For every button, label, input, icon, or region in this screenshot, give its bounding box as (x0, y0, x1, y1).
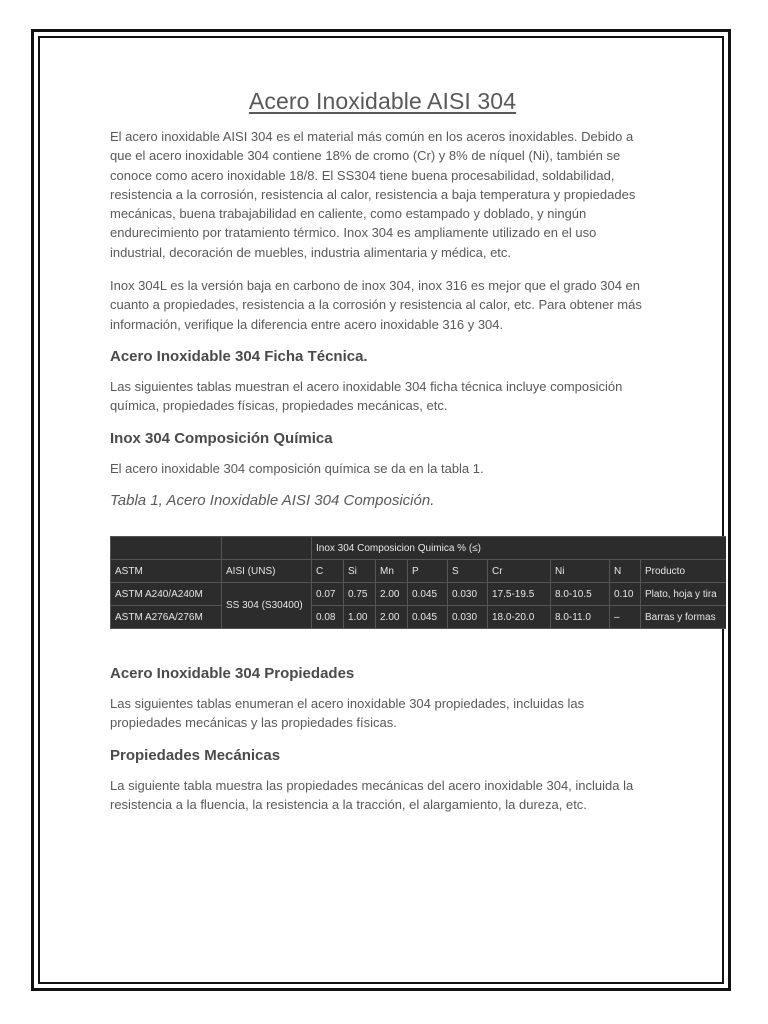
col-header-aisi: AISI (UNS) (222, 560, 312, 583)
cell-producto: Barras y formas (641, 606, 727, 629)
col-header-astm: ASTM (111, 560, 222, 583)
cell-p: 0.045 (408, 583, 448, 606)
col-header-cr: Cr (488, 560, 551, 583)
col-header-n: N (610, 560, 641, 583)
heading-mecanicas: Propiedades Mecánicas (110, 746, 281, 764)
cell-c: 0.07 (312, 583, 344, 606)
col-header-s: S (448, 560, 488, 583)
col-header-c: C (312, 560, 344, 583)
cell-mn: 2.00 (376, 583, 408, 606)
table-group-header-row (111, 537, 727, 560)
col-header-producto: Producto (641, 560, 727, 583)
col-header-p: P (408, 560, 448, 583)
cell-producto: Plato, hoja y tira (641, 583, 727, 606)
table-group-header: Inox 304 Composicion Quimica % (≤) (312, 537, 727, 560)
mecanicas-paragraph: La siguiente tabla muestra las propiedades mecánicas del acero inoxidable 304, incluida la resistencia a la fluencia, la resistencia a la tracción, el alargamiento, la dureza, etc. (110, 777, 634, 812)
heading-ficha-tecnica: Acero Inoxidable 304 Ficha Técnica. (110, 347, 368, 365)
cell-n: 0.10 (610, 583, 641, 606)
table-caption: Tabla 1, Acero Inoxidable AISI 304 Composición. (110, 491, 435, 509)
composicion-paragraph: El acero inoxidable 304 composición química se da en la tabla 1. (110, 460, 484, 476)
heading-propiedades: Acero Inoxidable 304 Propiedades (110, 665, 355, 682)
cell-cr: 18.0-20.0 (488, 606, 551, 629)
cell-si: 1.00 (344, 606, 376, 629)
cell-n: – (610, 606, 641, 629)
intro-paragraph: El acero inoxidable AISI 304 es el material más común en los aceros inoxidables. Debido a que el acero inoxidable 304 contiene 18% de cromo (Cr) y 8% de níquel (Ni), también se conoce como acero inoxidable 18/8. El SS304 tiene buena procesabilidad, soldabilidad, resistencia a la corrosión, resistencia al calor, resistencia a baja temperatura y propiedades mecánicas, buena trabajabilidad en caliente, como estampado y doblado, y ningún endurecimiento por tratamiento térmico. Inox 304 es ampliamente utilizado en el uso industrial, decoración de muebles, industria alimentaria y médica, etc. (110, 129, 636, 260)
304l-paragraph: Inox 304L es la versión baja en carbono de inox 304, inox 316 es mejor que el grado 304 en cuanto a propiedades, resistencia a la corrosión y resistencia al calor, etc. Para obtener más información, verifique la diferencia entre acero inoxidable 316 y 304. (110, 278, 642, 332)
cell-astm: ASTM A276A/276M (111, 606, 222, 629)
cell-mn: 2.00 (376, 606, 408, 629)
cell-s: 0.030 (448, 583, 488, 606)
col-header-si: Si (344, 560, 376, 583)
document-title: Acero Inoxidable AISI 304 (248, 88, 517, 114)
composition-table-wrapper (110, 536, 726, 629)
cell-p: 0.045 (408, 606, 448, 629)
cell-astm: ASTM A240/A240M (111, 583, 222, 606)
table-header-row (111, 560, 727, 583)
table-row (111, 583, 727, 606)
propiedades-paragraph: Las siguientes tablas enumeran el acero inoxidable 304 propiedades, incluidas las propiedades mecánicas y las propiedades físicas. (110, 696, 585, 731)
col-header-mn: Mn (376, 560, 408, 583)
cell-ni: 8.0-10.5 (551, 583, 610, 606)
cell-s: 0.030 (448, 606, 488, 629)
cell-aisi: SS 304 (S30400) (222, 583, 312, 629)
cell-c: 0.08 (312, 606, 344, 629)
document-body-lower (110, 665, 655, 828)
ficha-paragraph: Las siguientes tablas muestran el acero inoxidable 304 ficha técnica incluye composición química, propiedades físicas, propiedades mecánicas, etc. (110, 378, 623, 414)
document-body (110, 88, 655, 521)
heading-composicion: Inox 304 Composición Química (110, 429, 333, 447)
table-row (111, 606, 727, 629)
cell-ni: 8.0-11.0 (551, 606, 610, 629)
col-header-ni: Ni (551, 560, 610, 583)
cell-si: 0.75 (344, 583, 376, 606)
cell-cr: 17.5-19.5 (488, 583, 551, 606)
composition-table (110, 536, 726, 629)
